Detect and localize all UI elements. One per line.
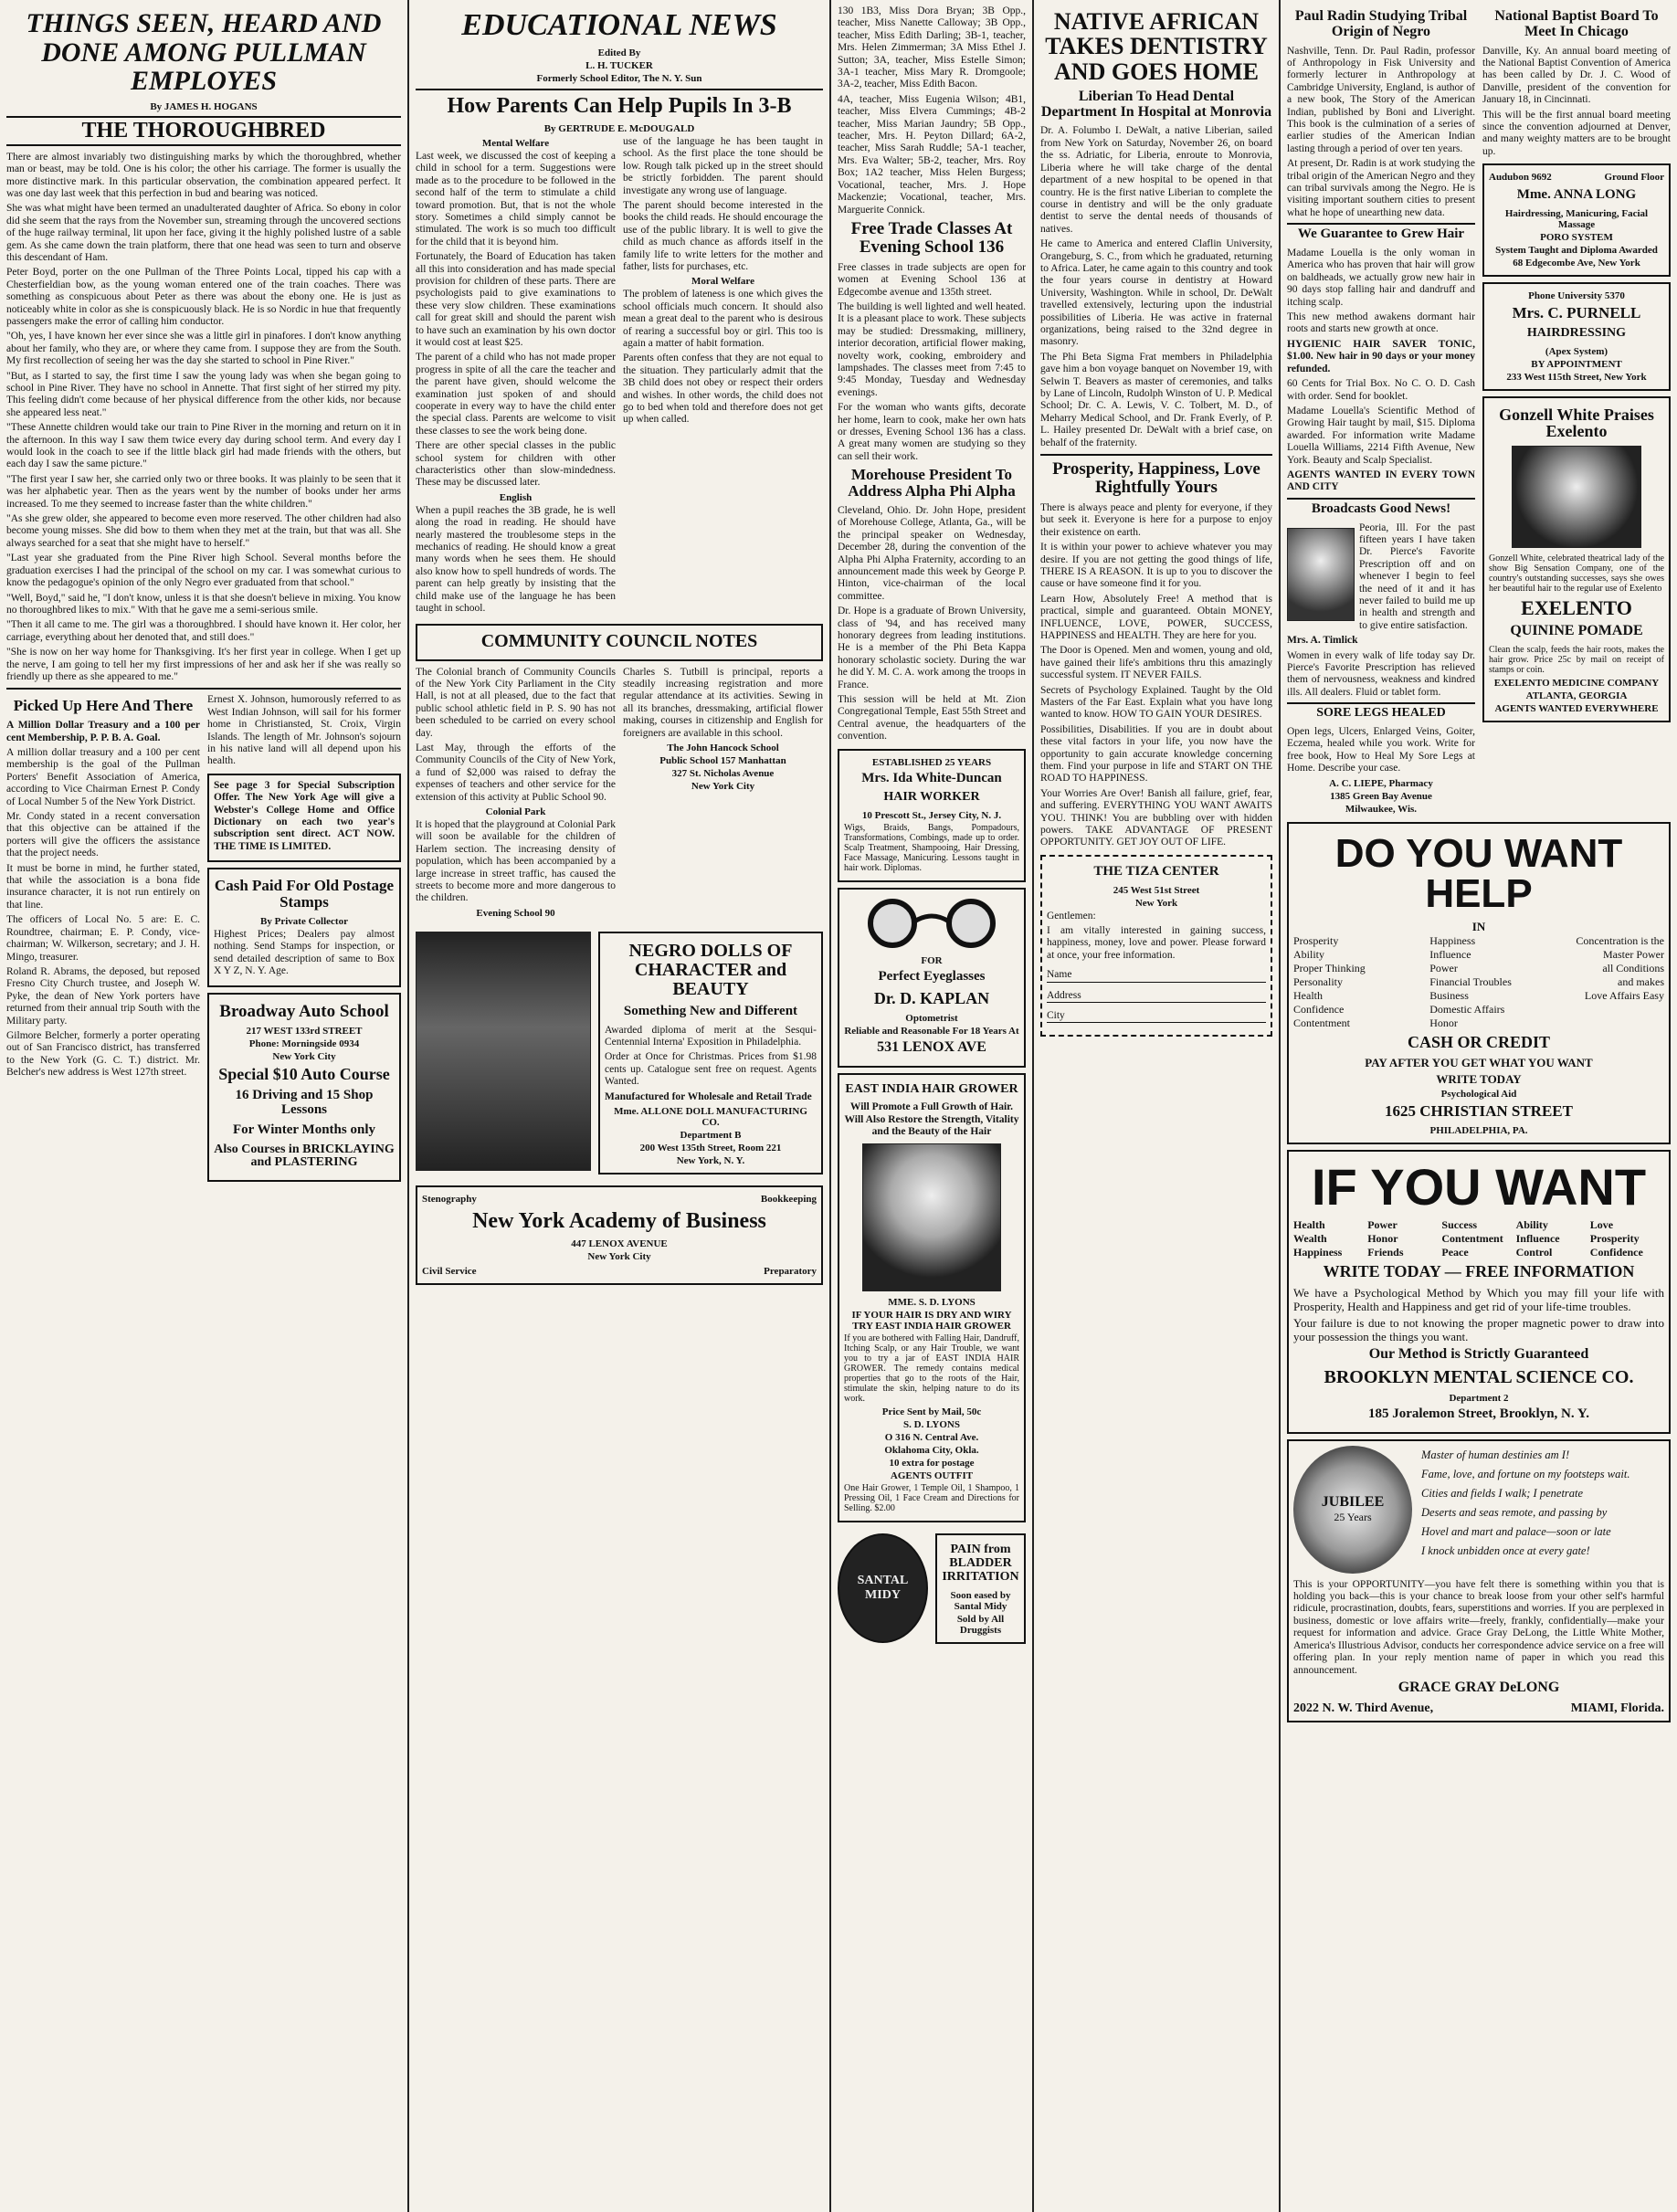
auto-phone: Phone: Morningside 0934 (248, 1038, 360, 1050)
pain-ad (935, 1533, 1026, 1643)
liepe-name: A. C. LIEPE, Pharmacy (1329, 777, 1433, 789)
help-list-right (1576, 934, 1664, 1030)
want-title: IF YOU WANT (1311, 1158, 1647, 1217)
top-ads (1287, 5, 1671, 816)
hair-price: Price Sent by Mail, 50c (881, 1406, 982, 1418)
label-english: English (499, 491, 533, 503)
eyeglasses-icon (845, 894, 1018, 949)
list-item: Love (1589, 1218, 1614, 1232)
kaplan-line: Reliable and Reasonable For 18 Years At (844, 1025, 1019, 1037)
paragraph: The building is well lighted and well heated. It is a pleasant place to work. These subjects may be studied: Dressmaking, millinery, interior decoration, artificial flower making, novelty work, cooking, embroidery and lampshades. The classes meet from 7:45 to 9:45 Monday, Tuesday and Wednesday evenings. (838, 301, 1026, 398)
paragraph: Free classes in trade subjects are open for women at Evening School 136 at Edgecombe avenue and 135th street. (838, 261, 1026, 298)
list-item: Ability (1515, 1218, 1548, 1232)
poem-line: Cities and fields I walk; I penetrate (1421, 1486, 1584, 1500)
sore-legs-headline: SORE LEGS HEALED (1287, 702, 1475, 721)
picked-up-subhead: Picked Up Here And There (13, 697, 194, 715)
pain-title: PAIN from BLADDER IRRITATION (942, 1543, 1019, 1584)
jubilee-poem (1421, 1446, 1630, 1574)
want-dept: Department 2 (1449, 1392, 1509, 1404)
paragraph: She was what might have been termed an unadulterated daughter of Africa. So ebony in color did she seem that the rays from the November sun, streaming through the uncovered sections of the huge railway terminal, lit upon her face, giving it the highly polished lustre of a sable gem. As she came down the train platform, there that one head was seen to turn and observe this descendant of Ham. (6, 203, 401, 263)
paragraph: Your Worries Are Over! Banish all failure, grief, fear, and suffering. EVERYTHING YOU WANT AWAITS YOU. THINK! You are bubbling over with hidden powers. TAKE ADVANTAGE OF PRESENT OPPORTUNITY. GET JOY OUT OF LIFE. (1040, 787, 1272, 848)
kaplan-for: FOR (921, 955, 943, 967)
divider (416, 89, 823, 90)
long-floor: Ground Floor (1604, 172, 1664, 184)
jubilee-text: This is your OPPORTUNITY—you have felt there is something within you that is holding you back—this is your chance to break loose from your other self's harmful ridicule, procrastination, doubts, fears, superstitions and worries. If you are perplexed in business, domestic or love affairs write—freely, frankly, confidentially—make your request for information and advice. Grace Gray DeLong, the Little White Mother, America's Illustrious Advisor, conducts her correspondence advice service on a free will offering plan. In your reply mention name of paper in which you read this announcement. (1293, 1578, 1664, 1676)
paragraph: Gilmore Belcher, formerly a porter operating out of San Francisco district, has transferred to the New York (G. C. T.) district. Mr. Belcher's new address is West 127th street. (6, 1029, 200, 1079)
pullman-byline: By JAMES H. HOGANS (150, 100, 258, 112)
hair-name: S. D. LYONS (903, 1419, 960, 1431)
ida-est: ESTABLISHED 25 YEARS (871, 756, 992, 768)
label-moral: Moral Welfare (691, 276, 754, 288)
picked-up-section (6, 694, 401, 1187)
paragraph: Open legs, Ulcers, Enlarged Veins, Goiter, Eczema, healed while you work. Write for free book, How to Heal My Sore Legs at Home. Describe your case. (1287, 725, 1475, 774)
label-mental: Mental Welfare (481, 137, 550, 149)
paragraph: This new method awakens dormant hair roots and starts new growth at once. (1287, 311, 1475, 335)
delong-name: GRACE GRAY DeLONG (1398, 1679, 1560, 1695)
dolls-dept: Department B (680, 1130, 742, 1141)
school-address: 327 St. Nicholas Avenue (671, 767, 775, 779)
help-ad (1287, 822, 1671, 1145)
list-item: Happiness (1429, 933, 1476, 947)
list-item: Happiness (1293, 1246, 1343, 1259)
exelento-text: Clean the scalp, feeds the hair roots, makes the hair grow. Price 25c by mail on receipt of stamps or coin. (1489, 645, 1664, 676)
list-item: Health (1293, 1218, 1325, 1232)
paragraph: Cleveland, Ohio. Dr. John Hope, president of Morehouse College, Atlanta, Ga., will be the principal speaker on Wednesday, December 28, during the convention of the Alpha Phi Alpha Fraternity, according to an announcement made this week by George P. Hinton, vice-chairman of the local committee. (838, 504, 1026, 602)
hair-sub: Will Promote a Full Growth of Hair. Will Also Restore the Strength, Vitality and the Beauty of the Hair (844, 1101, 1019, 1138)
hair-address: O 316 N. Central Ave. (884, 1432, 979, 1444)
long-phone: Audubon 9692 (1489, 172, 1552, 184)
gonzell-photo (1512, 446, 1641, 548)
ida-name: Mrs. Ida White-Duncan (861, 770, 1002, 785)
coupon-title: THE TIZA CENTER (1093, 863, 1219, 879)
paragraph: Learn How, Absolutely Free! A method that is practical, simple and guaranteed. Obtain MONEY, INFLUENCE, LOVE, POWER, SUCCESS, HAPPINESS and HEALTH. They are here for you. (1040, 593, 1272, 641)
want-company: BROOKLYN MENTAL SCIENCE CO. (1324, 1366, 1634, 1387)
exelento-brand: EXELENTO (1521, 596, 1632, 620)
paragraph: Dr. Hope is a graduate of Brown University, class of '94, and has received many honorary degrees from leading institutions. He is a member of the Phi Beta Kappa honorary scholastic society. During the war he did Y. M. C. A. work among the troops in France. (838, 606, 1026, 690)
ida-title: HAIR WORKER (883, 790, 980, 805)
help-aid: Psychological Aid (1440, 1089, 1517, 1101)
poem-line: Master of human destinies am I! (1421, 1448, 1570, 1461)
list-item: Power (1367, 1218, 1398, 1232)
academy-foot-left: Civil Service (422, 1266, 477, 1278)
list-item: Influence (1429, 947, 1471, 961)
column-ads (1281, 0, 1677, 2212)
dolls-company: Mme. ALLONE DOLL MANUFACTURING CO. (614, 1106, 807, 1128)
santal-text: SANTAL MIDY (857, 1574, 909, 1603)
help-cash: CASH OR CREDIT (1407, 1032, 1551, 1051)
jubilee-badge (1293, 1446, 1412, 1574)
column-dentistry (1034, 0, 1281, 2212)
right-ads (1482, 5, 1671, 816)
dentistry-sub: Liberian To Head Dental Department In Hospital at Monrovia (1040, 88, 1272, 120)
education-headline: EDUCATIONAL NEWS (461, 8, 777, 42)
paragraph: The Door is Opened. Men and women, young and old, have gained their life's ambitions thru this amazingly successful system. IT NEVER FAILS. (1040, 645, 1272, 681)
list-item: Peace (1441, 1246, 1469, 1259)
want-ad (1287, 1150, 1671, 1433)
paragraph: "Then it all came to me. The girl was a thoroughbred. I should have known it. Her color, her carriage, everything about her denoted that, and still does." (6, 619, 401, 643)
list-item: Master Power (1603, 947, 1664, 961)
ida-duncan-ad (838, 749, 1026, 882)
list-item: Success (1441, 1218, 1478, 1232)
paragraph: This session will be held at Mt. Zion Congregational Temple, East 55th Street and Central avenue, the headquarters of the convention. (838, 694, 1026, 743)
thoroughbred-subhead: THE THOROUGHBRED (6, 116, 401, 146)
city-label: City (1047, 1010, 1065, 1022)
parents-subhead: How Parents Can Help Pupils In 3-B (447, 93, 792, 118)
help-city: PHILADELPHIA, PA. (1429, 1125, 1528, 1137)
academy-foot-right: Preparatory (764, 1266, 817, 1278)
coupon-greet: Gentlemen: (1047, 910, 1096, 922)
auto-city: New York City (272, 1051, 336, 1063)
pullman-headline: THINGS SEEN, HEARD AND DONE AMONG PULLMAN EMPLOYES (26, 8, 382, 96)
hair-caption: MME. S. D. LYONS (888, 1297, 976, 1309)
delong-address: 2022 N. W. Third Avenue, (1293, 1701, 1434, 1715)
broadcasts-headline: Broadcasts Good News! (1287, 498, 1475, 517)
address-label: Address (1047, 989, 1081, 1001)
stamps-by: By Private Collector (260, 915, 348, 927)
editor-name: L. H. TUCKER (585, 59, 653, 71)
divider (6, 688, 401, 690)
paragraph: There is always peace and plenty for everyone, if they but seek it. Everyone is here for a purpose to enjoy their existence on earth. (1040, 501, 1272, 538)
hair-title: EAST INDIA HAIR GROWER (845, 1081, 1018, 1096)
baptist-headline: National Baptist Board To Meet In Chicago (1494, 8, 1659, 39)
jubilee-years: 25 Years (1334, 1511, 1372, 1524)
purnell-ad (1482, 282, 1671, 391)
santal-badge (838, 1533, 928, 1643)
column-pullman (0, 0, 409, 2212)
list-item: Confidence (1293, 1002, 1345, 1016)
dolls-city: New York, N. Y. (676, 1155, 745, 1166)
dolls-text-3: Manufactured for Wholesale and Retail Trade (605, 1090, 812, 1102)
poem-line: Fame, love, and fortune on my footsteps wait. (1421, 1467, 1630, 1480)
auto-line4: Also Courses in BRICKLAYING and PLASTERING (214, 1142, 395, 1170)
help-list-mid (1429, 934, 1512, 1030)
list-item: Prosperity (1589, 1232, 1640, 1246)
list-item: Influence (1515, 1232, 1560, 1246)
edited-by: Edited By (597, 47, 641, 58)
label-evening: Evening School 90 (476, 907, 555, 919)
coupon-city: New York (1134, 897, 1178, 909)
auto-school-ad (207, 993, 401, 1182)
help-list-left (1293, 934, 1366, 1030)
ida-address: 10 Prescott St., Jersey City, N. J. (861, 810, 1002, 822)
santal-ads (838, 1528, 1026, 1648)
dolls-title: NEGRO DOLLS OF CHARACTER and BEAUTY (628, 940, 793, 999)
list-item: Control (1515, 1246, 1553, 1259)
list-item: Prosperity (1293, 933, 1339, 947)
paragraph: Ernest X. Johnson, humorously referred to as West Indian Johnson, will sail for his former home in Christiansted, St. Croix, Virgin Islands. The length of Mr. Johnson's sojourn in his native land will all depend upon his health. (207, 694, 401, 767)
paragraph: He came to America and entered Claflin University, Orangeburg, S. C., from which he graduated, returning to Africa. Later, he came again to this country and took the four years course in dentistry at Howard University, Washington. While in school, Dr. DeWalt travelled extensively, lecturing upon the industrial possibilities of Liberia. He was active in fraternal organizations, being raised to the 32nd degree in masonry. (1040, 238, 1272, 348)
paragraph: Secrets of Psychology Explained. Taught by the Old Masters of the Far East. Explain what you have long wanted to know. HOW TO GAIN YOUR DESIRES. (1040, 684, 1272, 721)
paragraph: "She is now on her way home for Thanksgiving. It's her first year in college. When I get up the nerve, I am going to tell her my first impressions of her and ask her if she was really so friendly up there as she appeared to me." (6, 647, 401, 682)
address-field[interactable] (1047, 990, 1266, 1003)
coupon-text: I am vitally interested in gaining success, happiness, money, love and power. Please forward at once, your free information. (1047, 925, 1266, 961)
kaplan-job: Optometrist (905, 1012, 958, 1024)
list-item: Honor (1429, 1016, 1458, 1029)
poem-line: I knock unbidden once at every gate! (1421, 1543, 1590, 1557)
name-field[interactable] (1047, 969, 1266, 982)
auto-title: Broadway Auto School (219, 1001, 389, 1021)
academy-title: New York Academy of Business (472, 1209, 766, 1233)
subscription-notice (207, 774, 401, 862)
purnell-appt: BY APPOINTMENT (1531, 358, 1622, 370)
help-title: DO YOU WANT HELP (1334, 830, 1623, 916)
poem-line: Deserts and seas remote, and passing by (1421, 1505, 1608, 1519)
auto-course: Special $10 Auto Course (218, 1065, 390, 1084)
hair-extra: 10 extra for postage (889, 1458, 975, 1469)
column-education (409, 0, 831, 2212)
paragraph: There are almost invariably two distinguishing marks by which the thoroughbred, whether man or beast, may be told. One is his color; the other his carriage. The former is usually the more distinctive mark. In this particular observation, the combination appeared perfect. It was one day last week that this perfection in bud and bearing was noticed. (6, 151, 401, 199)
academy-city: New York City (587, 1251, 651, 1263)
paragraph: "The first year I saw her, she carried only two or three books. It was plainly to be seen that it was her alphabetic year. Then as the years went by the number of books under her arms increased. To me they seemed to increase faster than the white children." (6, 473, 401, 510)
paragraph: The Colonial branch of Community Councils of the New York City Parliament in the City Hall, is not at all pleased, due to the fact that public school athletic field in P. S. 90 has not been scheduled to be carried on every school day. (416, 666, 616, 739)
delong-city: MIAMI, Florida. (1570, 1701, 1664, 1715)
exelento-agents: AGENTS WANTED EVERYWHERE (1494, 703, 1659, 715)
paragraph: Madame Louella is the only woman in America who has proven that hair will grow on baldheads, we actually grow new hair in 90 days stop falling hair and dandruff and itching scalp. (1287, 248, 1475, 308)
pain-note: Sold by All Druggists (956, 1613, 1005, 1636)
paragraph: "But, as I started to say, the first time I saw the young lady was when she began going to school in Pine River. They have no school in Annette. That first sight of her stirred my pity. This feeling didn't come because of her physical difference from the other kids, nor because she appeared less neat." (6, 370, 401, 418)
list-item: Ability (1293, 947, 1325, 961)
auto-line2: 16 Driving and 15 Shop Lessons (235, 1088, 374, 1118)
exelento-city: ATLANTA, GEORGIA (1525, 690, 1628, 702)
community-text (416, 667, 823, 921)
list-item: Honor (1367, 1232, 1398, 1246)
list-item: Power (1429, 961, 1458, 974)
want-text-2: Your failure is due to not knowing the proper magnetic power to draw into your possession the things you want. (1293, 1316, 1664, 1344)
liepe-address: 1385 Green Bay Avenue (1330, 790, 1432, 802)
school-name: The John Hancock School (667, 742, 779, 753)
dentistry-headline: NATIVE AFRICAN TAKES DENTISTRY AND GOES HOME (1045, 8, 1268, 85)
paragraph: 4A, teacher, Miss Eugenia Wilson; 4B1, teacher, Miss Elvera Cummings; 4B-2 teacher, Miss Marian Jaundry; 5B Opp., teacher, Mrs. H. Peyton Dillard; 6A-2, teacher, Miss Sarah Ruddle; 5A-1 teacher, Mrs. Eva Walter; 5B-2, teacher, Mrs. Roy Box; 1A2 teacher, Miss Helen Burgess; Vocational, teacher, Mrs. J. Hope Mackenzie; Vocational, teacher, Mrs. Marguerite Connick. (838, 93, 1026, 216)
community-title: COMMUNITY COUNCIL NOTES (480, 630, 758, 651)
dolls-ad (598, 932, 823, 1174)
paragraph: It is within your power to achieve whatever you may desire. If you are not getting the good things of life, THERE IS A REASON. It is up to you to discover the cause or have someone find it for you. (1040, 542, 1272, 590)
kaplan-address: 531 LENOX AVE (877, 1038, 986, 1055)
paragraph: Mr. Condy stated in a recent conversation that this objective can be attained if the porters will give the officers the assistance that the project needs. (6, 811, 200, 859)
paragraph: It must be borne in mind, he further stated, that while the association is a bona fide insurance character, it is not run entirely on that line. (6, 862, 200, 911)
stamps-ad (207, 868, 401, 986)
paragraph: Possibilities, Disabilities. If you are in doubt about these vital factors in your life, you now have the opportunity to gain accurate knowledge concerning them. Find your purpose in life and START ON THE ROAD TO HAPPINESS. (1040, 723, 1272, 785)
list-item: Contentment (1441, 1232, 1503, 1246)
help-pay: PAY AFTER YOU GET WHAT YOU WANT (1365, 1056, 1593, 1070)
paragraph: "Well, Boyd," said he, "I don't know, unless it is that she doesn't believe in mixing. You know no thoroughbred likes to mix." With that he gave me a semi-serious smile. (6, 592, 401, 616)
academy-address: 447 LENOX AVENUE (571, 1238, 668, 1250)
morehouse-headline: Morehouse President To Address Alpha Phi Alpha (848, 466, 1016, 500)
paragraph: HYGIENIC HAIR SAVER TONIC, $1.00. New hair in 90 days or your money refunded. (1287, 338, 1475, 374)
long-name: Mme. ANNA LONG (1516, 187, 1637, 203)
community-council-box (416, 624, 823, 661)
doll-photo (416, 932, 591, 1171)
paragraph: Last week, we discussed the cost of keeping a child in school for a term. Suggestions were made as to the procedure to be followed in the second half of the term to stimulate a child toward promotion. But, that is not the whole story. Sometimes a child simply cannot be stimulated. The work is so much too difficult for the child that it is beyond him. (416, 150, 616, 248)
hair-head: IF YOUR HAIR IS DRY AND WIRY TRY EAST INDIA HAIR GROWER (851, 1310, 1012, 1332)
paragraph: There are other special classes in the public school system for children with other characteristics other than slow-mindedness. These may be discussed later. (416, 440, 616, 489)
list-item: Wealth (1293, 1232, 1327, 1246)
paragraph: Nashville, Tenn. Dr. Paul Radin, professor of Anthropology in Fisk University and formerly lecturer in Anthropology at Cambridge University, England, is author of a new book, The Story of the American Indian, published by Boni and Liveright. This book is the culmination of a series of earlier studies of the American Indian lasting through a period of over ten years. (1287, 45, 1475, 154)
name-label: Name (1047, 969, 1072, 981)
paragraph: Peoria, Ill. For the past fifteen years I have taken Dr. Pierce's Favorite Prescription off and on whenever I begin to feel the need of it and it has never failed to build me up in health and strength and to give entire satisfaction. (1359, 521, 1475, 631)
hair-grower-ad (838, 1073, 1026, 1523)
gonzell-caption: Gonzell White, celebrated theatrical lady of the show Big Sensation Company, one of the country's outstanding successes, says she owes her beautiful hair to the regular use of Exelento (1489, 553, 1664, 595)
purnell-phone: Phone University 5370 (1528, 290, 1625, 301)
paragraph: use of the language he has been taught in school. As the first place the tone should be low. Rough talk picked up in the street should be strictly forbidden. The parent should investigate any wrong use of language. (623, 135, 823, 196)
paragraph: For the woman who wants gifts, decorate her home, learn to cook, make her own hats or dresses, Evening School 136 has a class. A great many women are studying so they can sell their work. (838, 402, 1026, 462)
left-ads (1287, 5, 1475, 816)
want-text: We have a Psychological Method by Which you may fill your life with Prosperity, Health and Happiness and get rid of your life-time troubles. (1293, 1286, 1664, 1314)
paragraph: "Oh, yes, I have known her ever since she was a little girl in pinafores. I don't know anything about her family, who they are, or where they came from. I suppose they are from the South. My first recollection of seeing her was the day she started to school in Pine River." (6, 331, 401, 367)
lyons-portrait (862, 1143, 1001, 1291)
trade-headline: Free Trade Classes At Evening School 136 (850, 218, 1013, 257)
anna-long-ad (1482, 163, 1671, 277)
help-write: WRITE TODAY (1436, 1072, 1522, 1087)
purnell-apex: (Apex System) (1545, 345, 1608, 357)
dolls-sub: Something New and Different (623, 1003, 798, 1018)
list-item: Health (1293, 988, 1323, 1002)
list-item: Domestic Affairs (1429, 1002, 1505, 1016)
grow-hair-headline: We Guarantee to Grew Hair (1287, 223, 1475, 242)
divider (1040, 454, 1272, 456)
hair-agents: AGENTS OUTFIT (890, 1470, 974, 1482)
tiza-coupon (1040, 855, 1272, 1038)
label-colonial: Colonial Park (485, 806, 546, 817)
paragraph: At present, Dr. Radin is at work studying the tribal origin of the American Negro and they can tribal survivals among the Negro. He is visiting important southern cities to present what he hope of unearthing new data. (1287, 158, 1475, 218)
stamps-title: Cash Paid For Old Postage Stamps (214, 877, 395, 911)
purnell-address: 233 West 115th Street, New York (1506, 371, 1647, 383)
list-item: Love Affairs Easy (1584, 988, 1664, 1002)
list-item: all Conditions (1602, 961, 1664, 974)
poem-line: Hovel and mart and palace—soon or late (1421, 1524, 1611, 1538)
hair-text: If you are bothered with Falling Hair, Dandruff, Itching Scalp, or any Hair Trouble, we want you to try a jar of EAST INDIA HAIR GROWER. The remedy contains medical properties that go to the roots of the Hair, stimulate the skin, helping nature to do its work. (844, 1333, 1019, 1405)
want-guarantee: Our Method is Strictly Guaranteed (1368, 1346, 1589, 1363)
pain-text: Soon eased by Santal Midy (950, 1589, 1011, 1612)
long-taught: System Taught and Diploma Awarded (1495, 245, 1658, 256)
dolls-section (416, 926, 823, 1180)
purnell-name: Mrs. C. PURNELL (1512, 304, 1641, 321)
paragraph: "As she grew older, she appeared to become even more reserved. The other children had also become young misses. She did bow to them when they met at the train, but that was all. She always searched for a seat that she might have to herself." (6, 513, 401, 549)
paragraph: Charles S. Tutbill is principal, reports a steadily increasing registration and more regular attendance at its activities. Sewing in all its branches, dressmaking, artificial flower making, courses in citizenship and English for foreigners are available in this school. (623, 666, 823, 739)
paragraph: Roland R. Abrams, the deposed, but reposed Fresno City Church trustee, and Joseph W. Pyke, the dean of New York porters have returned from their annual trip South with the Military party. (6, 965, 200, 1027)
list-item: Concentration is the (1576, 933, 1664, 947)
dolls-address: 200 West 135th Street, Room 221 (639, 1143, 782, 1153)
long-poro: PORO SYSTEM (1540, 232, 1613, 243)
city-field[interactable] (1047, 1010, 1266, 1023)
paragraph: The officers of Local No. 5 are: E. C. Roundtree, chairman; E. P. Condy, vice-chairman; W. Wilkerson, secretary; and J. H. Mingo, treasurer. (6, 914, 200, 963)
notice-text: See page 3 for Special Subscription Offer. The New York Age will give a Webster's College Home and Office Dictionary on each two year's subscription sent direct. ACT NOW. THE TIME IS LIMITED. (214, 779, 395, 852)
liepe-city: Milwaukee, Wis. (1345, 803, 1418, 815)
timlick-portrait (1287, 528, 1355, 621)
kaplan-ad (838, 888, 1026, 1067)
paragraph: 130 1B3, Miss Dora Bryan; 3B Opp., teacher, Miss Nanette Calloway; 3B Opp., teacher, Miss Edith Darling; 3B-1, teacher, Mrs. Helen Zimmerman; 3A Miss Ethel J. Sutton; 3A, teacher, Miss Estelle Simon; 3A-1 teacher, Miss Mary R. Dromgoole; 3A-2, teacher, Miss Edith Bacon. (838, 5, 1026, 90)
list-item: Confidence (1589, 1246, 1643, 1259)
paragraph: 60 Cents for Trial Box. No C. O. D. Cash with order. Send for booklet. (1287, 378, 1475, 402)
editor-note: Formerly School Editor, The N. Y. Sun (536, 72, 702, 84)
list-item: Contentment (1293, 1016, 1350, 1029)
kaplan-name: Dr. D. KAPLAN (873, 988, 990, 1007)
paragraph: A Million Dollar Treasury and a 100 per cent Membership, P. P. B. A. Goal. (6, 720, 200, 743)
list-item: Business (1429, 988, 1469, 1002)
radin-headline: Paul Radin Studying Tribal Origin of Negro (1294, 8, 1468, 39)
exelento-ad (1482, 396, 1671, 723)
school-city: New York City (691, 780, 755, 792)
academy-ad (416, 1185, 823, 1285)
want-address: 185 Joralemon Street, Brooklyn, N. Y. (1367, 1406, 1590, 1421)
long-services: Hairdressing, Manicuring, Facial Massage (1504, 208, 1649, 230)
paragraph: Dr. A. Folumbo I. DeWalt, a native Liberian, sailed from New York on Saturday, November 26, on board the ss. Adriatic, for Liberia, enroute to Monrovia, Liberia where he will take charge of the dental department of a new hospital to be opened in that country. He is the first native Liberian to complete the course in dentistry and will be the only graduate dentist to serve the dental needs of thousands of natives. (1040, 125, 1272, 235)
timlick-name: Mrs. A. Timlick (1287, 635, 1358, 647)
paragraph: "Last year she graduated from the Pine River high School. Several months before the graduation exercises I had the principal of the school on my car. I was somewhat curious to know the pedagogue's opinion of the only Negro ever graduated from that school." (6, 553, 401, 589)
academy-right: Bookkeeping (760, 1194, 817, 1205)
hair-city: Oklahoma City, Okla. (884, 1445, 979, 1457)
list-item: Personality (1293, 974, 1343, 988)
education-text (416, 136, 823, 618)
paragraph: A million dollar treasury and a 100 per cent membership is the goal of the Pullman Porters' Benefit Association of America, according to Vice Chairman Ernest P. Condy of Local Number 5 of the New York District. (6, 747, 200, 807)
paragraph: It is hoped that the playground at Colonial Park will soon be available for the children of Harlem section. The increasing density of population, which has been accompanied by a large increase in street traffic, has caused the streets to become more and more dangerous to the children. (416, 818, 616, 904)
school-name-2: Public School 157 Manhattan (659, 754, 786, 766)
auto-address: 217 WEST 133rd STREET (246, 1026, 363, 1038)
paragraph: "These Annette children would take our train to Pine River in the morning and return on it in the afternoon. In this way I saw them twice every day during school term. And every day I would look in the coach to see if the little black girl had made friends with the others, but each day I saw the same picture." (6, 422, 401, 470)
exelento-company: EXELENTO MEDICINE COMPANY (1493, 678, 1660, 690)
hair-outfit: One Hair Grower, 1 Temple Oil, 1 Shampoo, 1 Pressing Oil, 1 Face Cream and Directions for Selling. $2.00 (844, 1483, 1019, 1514)
jubilee-label: JUBILEE (1321, 1494, 1385, 1511)
ida-text: Wigs, Braids, Bangs, Pompadours, Transformations, Combings, made up to order. Scalp Treatment, Shampooing, Hair Dressing, Face Massage, Manicuring. Lessons taught in hair work. Diplomas. (844, 823, 1019, 874)
list-item: Financial Troubles (1429, 974, 1512, 988)
paragraph: Madame Louella's Scientific Method of Growing Hair taught by mail, $15. Diploma awarded. For information write Madame Louella Williams, 2214 Fifth Avenue, New York. Beauty and Scalp Specialist. (1287, 405, 1475, 466)
dolls-text-2: Order at Once for Christmas. Prices from $1.98 cents up. Catalogue sent free on request. Agents Wanted. (605, 1051, 817, 1088)
paragraph: The parent of a child who has not made proper progress in spite of all the care the teacher and the parent have given, should welcome the examination just spoken of and should cooperate in every way to have the child enter the special class. Parents are welcome to visit these classes to see the work being done. (416, 352, 616, 437)
paragraph: The parent should become interested in the books the child reads. He should encourage the use of the public library. It is well to give the child as much chance as affords itself in the family life to write letters for the mother and father, lists for purchases, etc. (623, 199, 823, 272)
stamps-text: Highest Prices; Dealers pay almost nothing. Send Stamps for inspection, or send detailed description of same to Box X Y Z, N. Y. Age. (214, 928, 395, 977)
academy-left: Stenography (422, 1194, 477, 1205)
quinine-brand: QUININE POMADE (1510, 623, 1643, 639)
long-address: 68 Edgecombe Ave, New York (1513, 258, 1640, 269)
paragraph: Parents often confess that they are not equal to the situation. They particularly admit that the 3B child does not obey or respect their orders and wishes. In other words, the child does not go to bed when told and therefore does not get up when called. (623, 353, 823, 426)
list-item: Proper Thinking (1293, 961, 1366, 974)
prosperity-headline: Prosperity, Happiness, Love Rightfully Yours (1052, 459, 1260, 497)
paragraph: Last May, through the efforts of the Community Councils of the City of New York, a fund of $2,000 was raised to defray the expenses of teachers and other service for the extension of this activity at Public School 90. (416, 742, 616, 803)
paragraph: Peter Boyd, porter on the one Pullman of the Three Points Local, tipped his cap with a Chesterfieldian bow, as the young woman entered one of the train coaches. There was something as conspicuous about Peter as there was about the ebony one. He is just as noticeably white in color as she is conspicuously black. He is so Nordic in hue that frequently passengers make the error of calling him conductor. (6, 267, 401, 327)
parents-byline: By GERTRUDE E. McDOUGALD (543, 122, 695, 134)
list-item: Friends (1367, 1246, 1404, 1259)
dolls-text: Awarded diploma of merit at the Sesqui-Centennial Interna' Exposition in Philadelphia. (605, 1024, 817, 1048)
gonzell-headline: Gonzell White Praises Exelento (1499, 405, 1654, 441)
list-item: and makes (1618, 974, 1664, 988)
paragraph: The Phi Beta Sigma Frat members in Philadelphia gave him a bon voyage banquet on November 19, with Selwin T. Beavers as master of ceremonies, and talks by Lane of Lincoln, Rudolph Winston of U. P. Medical School; Dr. C. A. Lewis, V. C. Tolbert, M. D., of Meharry Medical School, and Dr. Frank Everly, of P. L. Hailey presented Dr. DeWalt with a brief case, on behalf of the fraternity. (1040, 351, 1272, 448)
help-street: 1625 CHRISTIAN STREET (1385, 1102, 1573, 1121)
help-in: IN (1471, 919, 1486, 933)
column-trade (831, 0, 1034, 2212)
paragraph: The problem of lateness is one which gives the school officials much concern. It should also mean a great deal to the parent who is desirous of rearing a successful boy or girl. This too is again a matter of habit formation. (623, 289, 823, 349)
want-write: WRITE TODAY — FREE INFORMATION (1323, 1262, 1635, 1281)
paragraph: Fortunately, the Board of Education has taken all this into consideration and has made special provision for children of these parts. There are psychologists paid to give examinations to these very slow children. These examinations call for great skill and should the parent wish to have such an examination by his own doctor it would cost at least $25. (416, 251, 616, 348)
coupon-address: 245 West 51st Street (1113, 884, 1200, 896)
paragraph: Women in every walk of life today say Dr. Pierce's Favorite Prescription has relieved them of nervousness, weakness and kindred ills. All dealers. Fluid or tablet form. (1287, 649, 1475, 698)
kaplan-title: Perfect Eyeglasses (878, 969, 986, 985)
paragraph: AGENTS WANTED IN EVERY TOWN AND CITY (1287, 469, 1475, 493)
purnell-hd: HAIRDRESSING (1526, 325, 1627, 340)
paragraph: Danville, Ky. An annual board meeting of the National Baptist Convention of America has been called by Dr. J. C. Wood of Danville, president of the convention for January 18, in Cincinnati. (1482, 45, 1671, 106)
auto-line3: For Winter Months only (233, 1122, 375, 1137)
paragraph: When a pupil reaches the 3B grade, he is well along the road in reading. He should have nearly mastered the troublesome steps in the mechanics of reading. He should know a great many words when he sees them. He should also know how to spell hundreds of words. The parent can help greatly by insisting that the child make use of the language he has been taught in school. (416, 504, 616, 615)
jubilee-ad (1287, 1439, 1671, 1722)
paragraph: This will be the first annual board meeting since the convention adjourned at Denver, and many weighty matters are to be brought up. (1482, 109, 1671, 157)
